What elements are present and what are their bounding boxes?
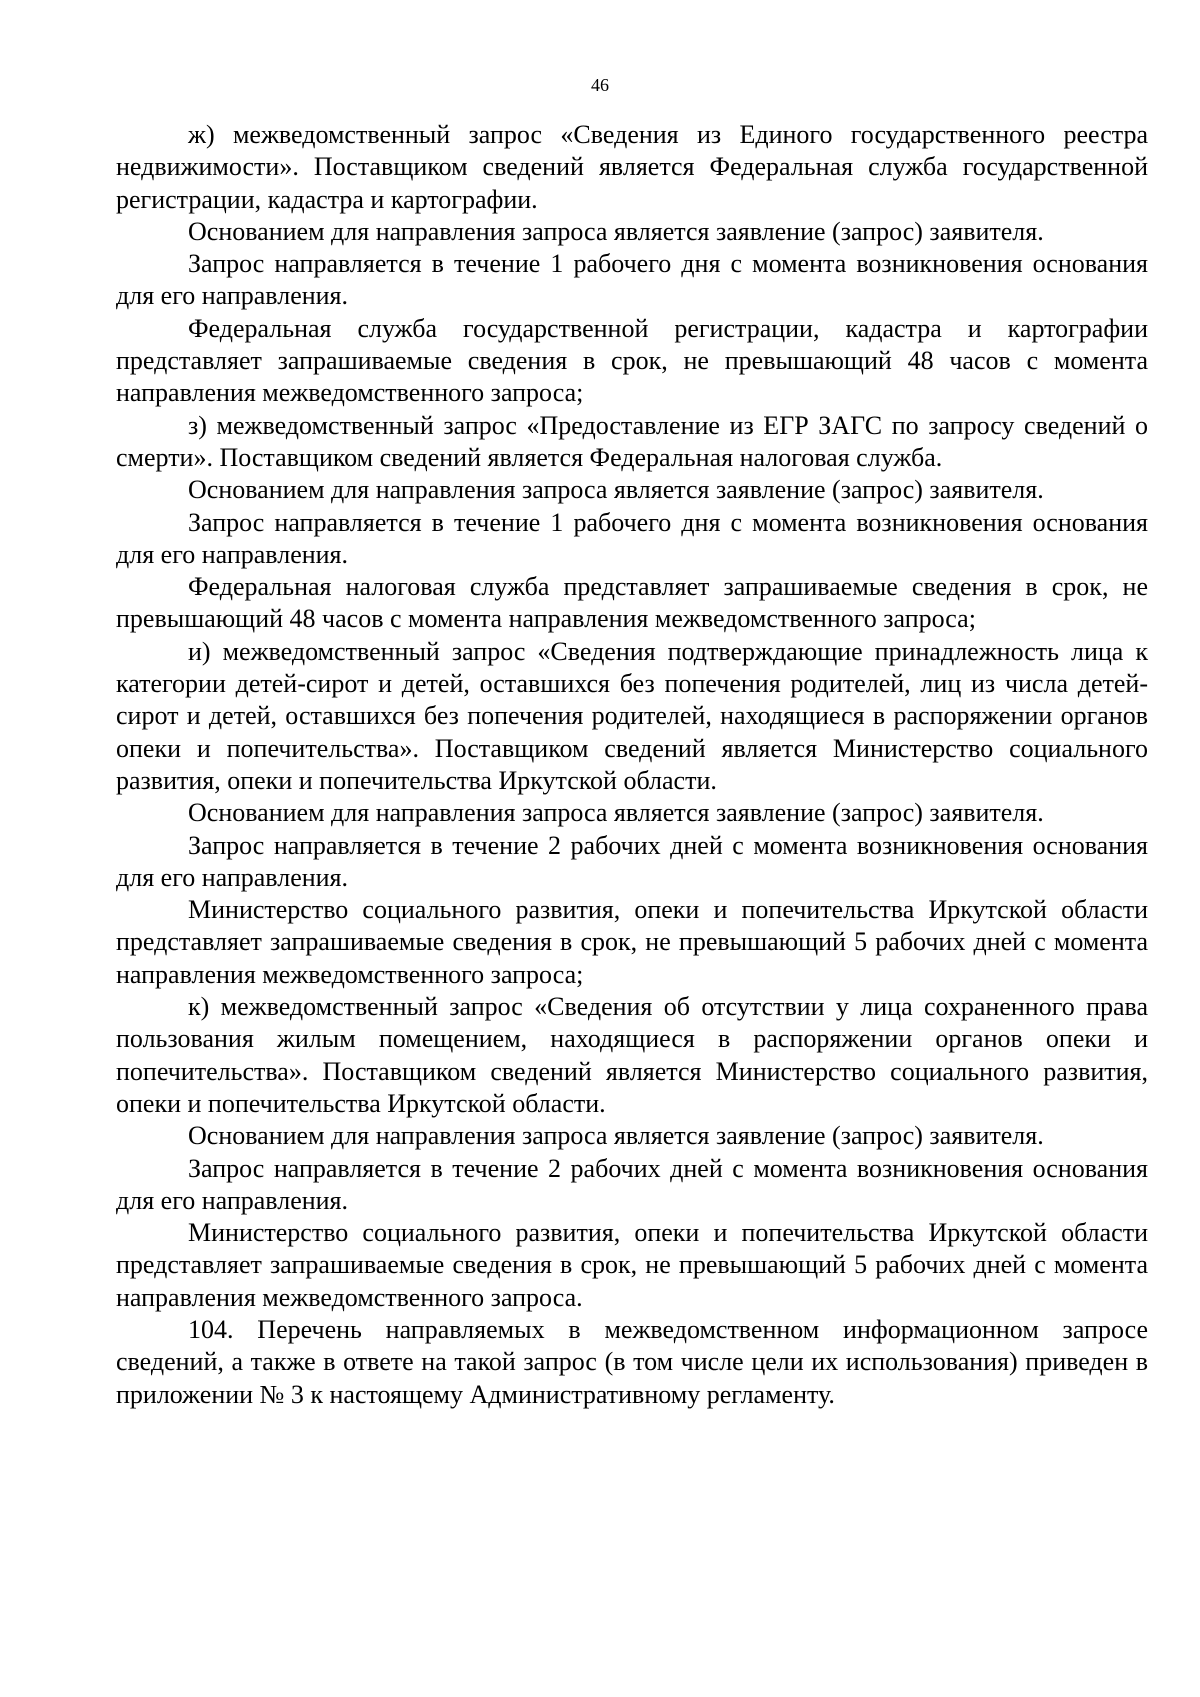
paragraph-response-deadline: Министерство социального развития, опеки и попечительства Иркутской области представляет запрашиваемые сведения в срок, не превышающий 5 рабочих дней с момента направления межведомственного запроса; bbox=[116, 895, 1148, 989]
paragraph-timing: Запрос направляется в течение 1 рабочего дня с момента возникновения основания для его направления. bbox=[116, 249, 1148, 311]
paragraph-timing: Запрос направляется в течение 2 рабочих дней с момента возникновения основания для его направления. bbox=[116, 1153, 1148, 1215]
paragraph-timing: Запрос направляется в течение 2 рабочих дней с момента возникновения основания для его направления. bbox=[116, 830, 1148, 892]
paragraph-response-deadline: Министерство социального развития, опеки и попечительства Иркутской области представляет запрашиваемые сведения в срок, не превышающий 5 рабочих дней с момента направления межведомственного запроса. bbox=[116, 1218, 1148, 1312]
paragraph-k-request: к) межведомственный запрос «Сведения об отсутствии у лица сохраненного права пользования жилым помещением, находящиеся в распоряжении органов опеки и попечительства». Поставщиком сведений является Министерство социального развития, опеки и попечительства Иркутской области. bbox=[116, 992, 1148, 1118]
paragraph-response-deadline: Федеральная служба государственной регистрации, кадастра и картографии представляет запрашиваемые сведения в срок, не превышающий 48 часов с момента направления межведомственного запроса; bbox=[116, 313, 1148, 408]
paragraph-zh-request: ж) межведомственный запрос «Сведения из Единого государственного реестра недвижимости». Поставщиком сведений является Федеральная служба государственной регистрации, кадастра и картографии. bbox=[116, 120, 1148, 214]
paragraph-basis: Основанием для направления запроса является заявление (запрос) заявителя. bbox=[188, 475, 1044, 505]
paragraph-basis: Основанием для направления запроса является заявление (запрос) заявителя. bbox=[188, 216, 1044, 246]
paragraph-i-request: и) межведомственный запрос «Сведения подтверждающие принадлежность лица к категории детей-сирот и детей, оставшихся без попечения родителей, лиц из числа детей-сирот и детей, оставшихся без попечения родителей, находящиеся в распоряжении органов опеки и попечительства». Поставщиком сведений является Министерство социального развития, опеки и попечительства Иркутской области. bbox=[116, 636, 1148, 795]
page-number: 46 bbox=[591, 75, 609, 95]
paragraph-item-104: 104. Перечень направляемых в межведомственном информационном запросе сведений, а также в ответе на такой запрос (в том числе цели их использования) приведен в приложении № 3 к настоящему Административному регламенту. bbox=[116, 1314, 1148, 1409]
paragraph-z-request: з) межведомственный запрос «Предоставление из ЕГР ЗАГС по запросу сведений о смерти». Поставщиком сведений является Федеральная налоговая служба. bbox=[116, 410, 1148, 472]
paragraph-response-deadline: Федеральная налоговая служба представляет запрашиваемые сведения в срок, не превышающий 48 часов с момента направления межведомственного запроса; bbox=[116, 572, 1148, 634]
paragraph-basis: Основанием для направления запроса является заявление (запрос) заявителя. bbox=[188, 1121, 1044, 1151]
paragraph-timing: Запрос направляется в течение 1 рабочего дня с момента возникновения основания для его направления. bbox=[116, 507, 1148, 569]
paragraph-basis: Основанием для направления запроса является заявление (запрос) заявителя. bbox=[188, 798, 1044, 828]
document-body bbox=[116, 119, 1148, 1411]
